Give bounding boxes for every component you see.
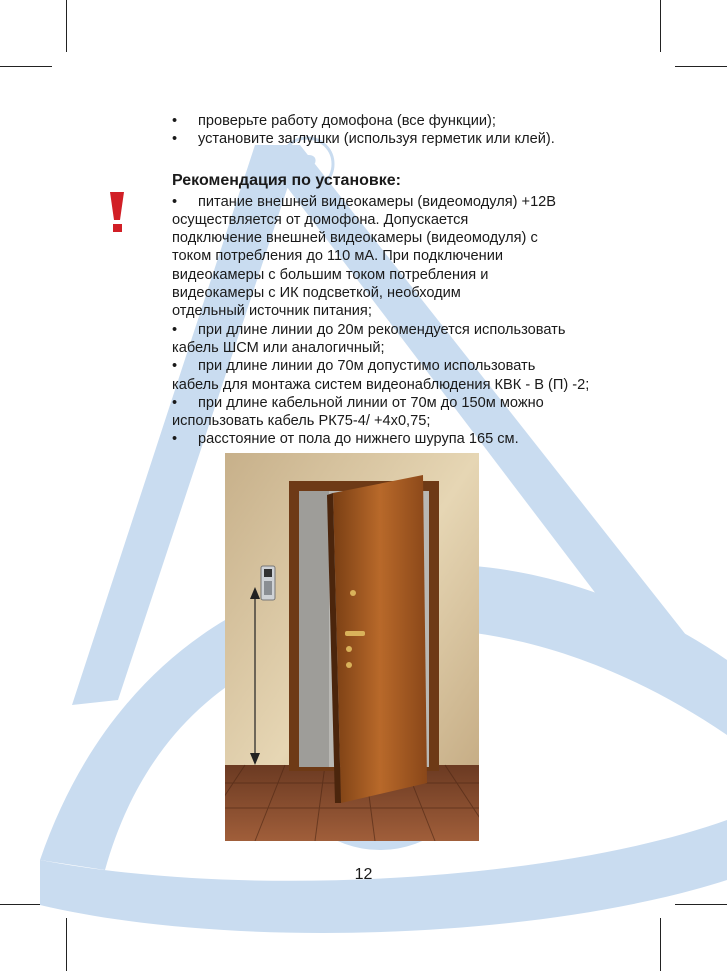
recommendation-item bbox=[172, 430, 632, 448]
recommendation-line bbox=[172, 321, 632, 339]
svg-text:R: R bbox=[296, 149, 318, 180]
recommendation-line bbox=[172, 302, 632, 320]
bullet: • bbox=[172, 431, 178, 448]
page-number: 12 bbox=[354, 866, 373, 883]
list-item bbox=[172, 130, 632, 148]
line-text: видеокамеры с большим током потребления и bbox=[172, 266, 489, 283]
door-installation-photo bbox=[225, 453, 479, 841]
line-text: подключение внешней видеокамеры (видеомодуля) с bbox=[172, 230, 538, 247]
recommendation-line bbox=[172, 394, 632, 412]
bullet: • bbox=[172, 321, 178, 338]
bullet: • bbox=[172, 358, 178, 375]
line-text: видеокамеры с ИК подсветкой, необходим bbox=[172, 285, 461, 302]
line-text: использовать кабель РК75-4/ +4х0,75; bbox=[172, 413, 431, 430]
line-text: кабель для монтажа систем видеонаблюдения КВК - В (П) -2; bbox=[172, 376, 590, 393]
recommendation-line bbox=[172, 211, 632, 229]
recommendation-item bbox=[172, 193, 632, 321]
bullet: • bbox=[172, 113, 178, 129]
recommendation-line bbox=[172, 193, 632, 211]
line-text: питание внешней видеокамеры (видеомодуля) +12В bbox=[198, 193, 557, 210]
recommendation-line bbox=[172, 376, 632, 394]
recommendations-list bbox=[172, 193, 632, 449]
warning-exclamation-icon bbox=[108, 191, 126, 233]
line-text: током потребления до 110 мА. При подключении bbox=[172, 248, 504, 265]
line-text: расстояние от пола до нижнего шурупа 165 см. bbox=[198, 431, 519, 448]
line-text: осуществляется от домофона. Допускается bbox=[172, 211, 469, 228]
section-heading: Рекомендация по установке: bbox=[172, 171, 401, 189]
bullet: • bbox=[172, 394, 178, 411]
recommendation-line bbox=[172, 430, 632, 448]
instructions-text bbox=[172, 112, 632, 449]
recommendation-line bbox=[172, 266, 632, 284]
line-text: отдельный источник питания; bbox=[172, 303, 372, 320]
recommendation-line bbox=[172, 339, 632, 357]
list-item bbox=[172, 112, 632, 130]
line-text: при длине линии до 20м рекомендуется использовать bbox=[198, 321, 566, 338]
recommendation-line bbox=[172, 357, 632, 375]
recommendation-line bbox=[172, 412, 632, 430]
bullet: • bbox=[172, 131, 178, 148]
item-text: установите заглушки (используя герметик или клей). bbox=[198, 131, 555, 148]
recommendation-item bbox=[172, 321, 632, 358]
line-text: кабель ШСМ или аналогичный; bbox=[172, 339, 385, 356]
recommendation-line bbox=[172, 247, 632, 265]
recommendation-item bbox=[172, 394, 632, 431]
recommendation-line bbox=[172, 284, 632, 302]
item-text: проверьте работу домофона (все функции); bbox=[198, 113, 496, 129]
line-text: при длине кабельной линии от 70м до 150м можно bbox=[198, 394, 544, 411]
recommendation-line bbox=[172, 229, 632, 247]
line-text: при длине линии до 70м допустимо использовать bbox=[198, 358, 536, 375]
recommendation-item bbox=[172, 357, 632, 394]
bullet: • bbox=[172, 193, 178, 210]
